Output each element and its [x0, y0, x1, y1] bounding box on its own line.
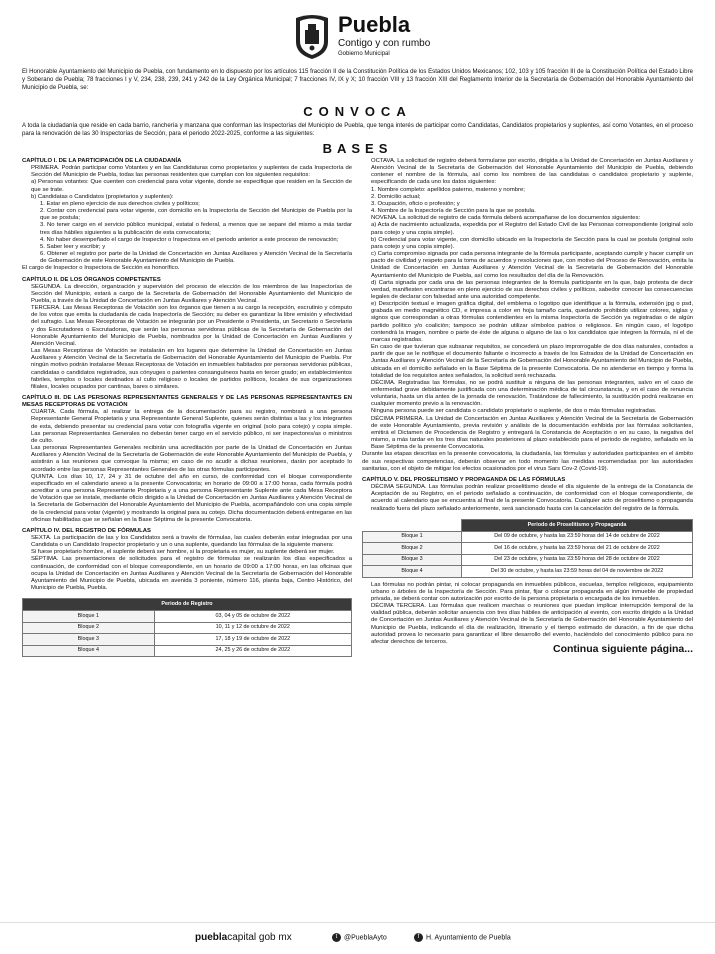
table-row: Bloque 3 Del 23 de octubre, y hasta las 23:59 horas del 28 de octubre de 2022	[363, 554, 693, 566]
base-segunda: SEGUNDA. La dirección, organización y supervisión del proceso de elección de los miembros de las Inspectorías de Sección del Municipio, estará a cargo de la Secretaría de Gobernación del Honorable Ayuntamiento del Municipio de Puebla, a través de la Unidad de Concertación en Juntas Auxiliares y Atención Vecinal.	[31, 283, 352, 304]
base-tercera: TERCERA. Las Mesas Receptoras de Votación son los órganos que tienen a su cargo la recepción, escrutinio y cómputo de los votos que emita la ciudadanía de cada Inspectoría de Sección; su deber es garantizar la libre emisión y efectividad del sufragio. Las Mesas Receptoras de Votación se integrarán por un Presidente o Presidenta, un Secretario o Secretaria y dos Escrutadores o Escrutadoras, que serán las personas servidoras públicas de la Secretaría de Gobernación del Honorable Ayuntamiento del Municipio de Puebla, nombrados por la Unidad de Concertación en Juntas Auxiliares y Atención Vecinal.	[31, 305, 352, 347]
document-d: d) Carta signada por cada una de las personas integrantes de la fórmula participante en la que, bajo protesta de decir verdad, manifiesten encontrarse en pleno ejercicio de sus derechos civiles y políticos, sabedor conocer las consecuencias legales de declarar con falsedad ante una autoridad competente.	[371, 279, 693, 300]
requirements-deadline: En caso de que tuvieran que subsanar requisitos, se concederá un plazo improrrogable de dos días naturales, contados a partir de que se le notifique el documento faltante o incorrecto a través de los Estrados de la Unidad de Concertación en Juntas Auxiliares y Atención Vecinal de la Secretaría de Gobernación del Honorable Ayuntamiento del Municipio de Puebla, ubicada en el domicilio señalado en la Base Séptima de la presente Convocatoria. De no atenderse en tiempo y forma la totalidad de los requisitos antes señalados, la solicitud será rechazada.	[371, 344, 693, 379]
table-row: Bloque 2 Del 16 de octubre, y hasta las 23:59 horas del 21 de octubre de 2022	[363, 543, 693, 555]
brand-tagline: Contigo y con rumbo	[338, 38, 431, 49]
requirement-b1: 1. Estar en pleno ejercicio de sus derechos civiles y políticos;	[40, 200, 200, 207]
data-item-2: 2. Domicilio actual;	[371, 193, 421, 200]
registration-period-table	[22, 598, 352, 657]
base-primera: PRIMERA. Podrán participar como Votantes y en las Candidaturas como propietarios y suplentes de cada Inspectoría de Sección del Municipio de Puebla, todas las personas residentes que cumplan con los siguientes requisitos:	[31, 165, 352, 179]
convoca-heading: CONVOCA	[303, 104, 412, 119]
base-decima-tercera: DÉCIMA TERCERA. Las fórmulas que realicen marchas o reuniones que puedan implicar interrupción temporal de la vialidad pública, deberán solicitar anuencia con tres días hábiles de anticipación al evento, con escrito dirigido a la Unidad de Concertación en Juntas Auxiliares y Atención Vecinal de la Secretaría de Gobernación del Honorable Ayuntamiento del Municipio de Puebla, indicando el día de realización, itinerario y el tiempo estimado de duración, a fin de que dicha autoridad provea lo necesario para garantizar el libre desarrollo del evento, haciéndolo del conocimiento público para no afectar derechos de terceros.	[371, 603, 693, 645]
base-decima-segunda: DÉCIMA SEGUNDA. Las fórmulas podrán realizar proselitismo desde el día siguiente de la entrega de la Constancia de Aceptación de su Registro, en el periodo señalado a continuación, de conformidad con el bloque correspondiente, de acuerdo al calendario que se encuentra al final de la presente Convocatoria. Cualquier acto de proselitismo o propaganda realizado fuera del plazo señalado anteriormente, será sancionado hasta con la cancelación del registro de la fórmula.	[371, 484, 693, 512]
brand	[338, 14, 430, 58]
table-row: Bloque 4 Del 30 de octubre, y hasta las 23:59 horas del 04 de noviembre de 2022	[363, 566, 693, 578]
base-sexta-cont: Si fuese propietario hombre, el suplente deberá ser hombre, si la propietaria es mujer, su suplente deberá ser mujer.	[31, 549, 335, 556]
table-row: Bloque 2 10, 11 y 12 de octubre de 2022	[23, 622, 352, 634]
base-decima-primera: DÉCIMA PRIMERA. La Unidad de Concertación en Juntas Auxiliares y Atención Vecinal de la Secretaría de Gobernación de este Honorable Ayuntamiento, previa revisión y análisis de la documentación exhibida por las fórmulas solicitantes, emitirá el Dictamen de Procedencia de Registro y entregará la Constancia de Aceptación o en su caso, la negativa del mismo, a más tardar en los tres días naturales posteriores al plazo establecido para el periodo de registro, señalado en la Base Séptima de la presente Convocatoria.	[371, 415, 693, 451]
document-b: b) Credencial para votar vigente, con domicilio ubicado en la Inspectoría de Sección para la cual se postula (original solo para cotejo y una copia simple).	[371, 236, 693, 250]
base-octava: OCTAVA. La solicitud de registro deberá formularse por escrito, dirigida a la Unidad de Concertación en Juntas Auxiliares y Atención Vecinal de la Secretaría de Gobernación del Honorable Ayuntamiento del Municipio de Puebla, debiendo contener el nombre de la fórmula, así como los nombres de las candidatas o candidatos propietario y suplente, especificando de cada uno los datos siguientes:	[371, 158, 693, 186]
website: pueblacapital gob mx	[195, 932, 292, 943]
bases-heading: BASES	[322, 141, 393, 156]
twitter-handle: t @PueblaAyto	[332, 933, 387, 942]
left-column	[22, 158, 352, 661]
propaganda-period-table	[362, 519, 693, 578]
document-c: c) Carta compromiso signada por cada persona integrante de la fórmula participante, aceptando cumplir y hacer cumplir un pacto de civilidad y respeto para la toma de acuerdos y resoluciones que, con motivo del Proceso de Renovación, emita la Unidad de Concertación en Juntas Auxiliares y Atención Vecinal de la Secretaría de Gobernación del Honorable Ayuntamiento del Municipio de Puebla, así como los resultados del día de la Renovación.	[371, 251, 693, 279]
requirement-b2: 2. Contar con credencial para votar vigente, con domicilio en la Inspectoría de Sección del Municipio de Puebla por la que se postula;	[40, 208, 352, 222]
brand-name: Puebla	[338, 12, 411, 37]
table-row: Bloque 1 Del 09 de octubre, y hasta las 23:59 horas del 14 de octubre de 2022	[363, 531, 693, 543]
requirement-b6: 6. Obtener el registro por parte de la Unidad de Concertación en Juntas Auxiliares y Atención Vecinal de la Secretaría de Gobernación de este Honorable Ayuntamiento del Municipio de Puebla.	[40, 251, 352, 265]
base-cuarta-cont: Las personas Representantes Generales recibirán una acreditación por parte de la Unidad de Concertación en Juntas Auxiliares y Atención Vecinal de la Secretaría de Gobernación de este Honorable Ayuntamiento del Municipio de Puebla, y asistirán a las reuniones que convoque la misma; en caso de no acudir a dichas reuniones, darán por aceptado lo acordado entre las personas Representantes Generales de las otras fórmulas participantes.	[31, 445, 352, 473]
base-cuarta: CUARTA. Cada fórmula, al realizar la entrega de la documentación para su registro, nombrará a una persona Representante General Propietaria y una Representante General Suplente, quienes serán distintas a las y los integrantes de esta, debiendo presentar su credencial para votar con fotografía vigente en original (solo para cotejo) y copia simple. Las personas Representantes Generales no deberán tener cargo en el servicio público, ni ser inspectores/as o ministros de culto.	[31, 409, 352, 444]
facebook-icon: f	[414, 933, 423, 942]
header	[0, 8, 715, 68]
footer	[0, 922, 715, 954]
right-column	[362, 158, 693, 656]
twitter-icon: t	[332, 933, 341, 942]
base-decima-cont: Ninguna persona puede ser candidata o candidato propietario o suplente, de dos o más fórmulas registradas.	[371, 408, 657, 415]
chapter-5-title: CAPÍTULO V. DEL PROSELITISMO Y PROPAGANDA DE LAS FÓRMULAS	[362, 476, 566, 483]
document-a: a) Acta de nacimiento actualizada, expedida por el Registro del Estado Civil de las Personas correspondiente (original solo para cotejo y una copia simple).	[371, 222, 693, 236]
chapter-2-title: CAPÍTULO II. DE LOS ÓRGANOS COMPETENTES	[22, 276, 161, 283]
propaganda-restrictions: Las fórmulas no podrán pintar, ni colocar propaganda en inmuebles públicos, escuelas, templos religiosos, equipamiento urbano o árboles de la Inspectoría de Sección. Para pintar, fijar o colocar propaganda en algún inmueble de propiedad privada, se deberá contar con autorización por escrito de la persona propietaria o encargada de los inmuebles.	[371, 581, 693, 602]
base-novena: NOVENA. La solicitud de registro de cada fórmula deberá acompañarse de los documentos siguientes:	[371, 215, 641, 222]
table-header: Periodo de Proselitismo y Propaganda	[462, 519, 693, 531]
base-septima: SÉPTIMA. Las presentaciones de solicitudes para el registro de fórmulas se realizarán los días especificados a continuación, de conformidad con el bloque correspondiente, en un horario de 09:00 a 17:00 horas, en las oficinas que ocupa la Unidad de Concertación en Juntas Auxiliares y Atención Vecinal de la Secretaría de Gobernación del Honorable Ayuntamiento del Municipio de Puebla, ubicada en avenida 3 poniente, número 116, planta baja, Centro Histórico, del Municipio de Puebla, Puebla.	[31, 556, 352, 592]
city-coat-of-arms-logo	[292, 12, 332, 60]
requirement-b5: 5. Saber leer y escribir; y	[40, 243, 106, 250]
data-item-4: 4. Nombre de la Inspectoría de Sección para la que se postula.	[371, 208, 536, 215]
table-row: Bloque 1 03, 04 y 05 de octubre de 2022	[23, 611, 352, 623]
base-tercera-cont: Las Mesas Receptoras de Votación se instalarán en los lugares que determine la Unidad de Concertación en Juntas Auxiliares y Atención Vecinal de la Secretaría de Gobernación del Honorable Ayuntamiento del Municipio de Puebla. Por ningún motivo podrán instalarse Mesas Receptoras de Votación en inmuebles habitados por personas servidoras públicas, candidatas o candidatos registrados, sus cónyuges o parientes consanguíneos hasta en tercer grado; en establecimientos fabriles, templos o locales destinados al culto religioso o locales de partidos políticos, locales de sus organizaciones filiales, locales ocupados por cantinas, bares o similares.	[31, 348, 352, 390]
health-measures-note: Durante las etapas descritas en la presente convocatoria, la ciudadanía, las fórmulas y autoridades participantes en el ámbito de sus respectivas competencias, deberán observar en todo momento las medidas recomendadas por las autoridades sanitarias, con el objeto de mitigar los efectos ocasionados por el virus Sars Cov-2 (Covid-19).	[362, 451, 693, 472]
facebook-page: f H. Ayuntamiento de Puebla	[414, 933, 511, 942]
brand-subtitle: Gobierno Municipal	[338, 51, 390, 57]
table-row: Bloque 4 24, 25 y 26 de octubre de 2022	[23, 645, 352, 657]
requirement-a: a) Personas votantes: Que cuenten con credencial para votar vigente, donde se especifique que residen en la Sección de que se trate.	[31, 179, 352, 193]
table-row: Bloque 3 17, 18 y 19 de octubre de 2022	[23, 634, 352, 646]
requirement-b4: 4. No haber desempeñado el cargo de Inspector o Inspectora en el periodo anterior a este proceso de renovación;	[40, 236, 339, 243]
data-item-1: 1. Nombre completo: apellidos paterno, materno y nombre;	[371, 186, 525, 193]
chapter-4-title: CAPÍTULO IV. DEL REGISTRO DE FÓRMULAS	[22, 527, 151, 534]
honorary-note: El cargo de Inspector o Inspectora de Sección es honorífico.	[22, 265, 180, 272]
intro-call-paragraph: A toda la ciudadanía que reside en cada barrio, ranchería y manzana que conforman las Inspectorías del Municipio de Puebla, que tenga interés de participar como Candidatas, Candidatos propietarios y suplentes, así como Votantes, en el proceso para la renovación de las 30 Inspectorías de Sección, para el periodo 2022-2025, conforme a las siguientes:	[22, 122, 693, 137]
chapter-3-title: CAPÍTULO III. DE LAS PERSONAS REPRESENTANTES GENERALES Y DE LAS PERSONAS REPRESENTANTES EN MESAS RECEPTORAS DE VOTACIÓN	[22, 395, 352, 409]
intro-paragraph: El Honorable Ayuntamiento del Municipio de Puebla, con fundamento en lo dispuesto por los artículos 115 fracción II de la Constitución Política de los Estados Unidos Mexicanos; 102, 103 y 105 fracción III de la Constitución Política del Estado Libre y Soberano de Puebla; 78 fracciones I y V, 234, 238, 239, 241 y 242 de la Ley Orgánica Municipal; 7 fracciones IV, IX y X; 10 fracción VIII y 13 fracción XIII del Reglamento Interior de la Secretaría de Gobernación del Honorable Ayuntamiento del Municipio de Puebla, se:	[22, 68, 693, 91]
data-item-3: 3. Ocupación, oficio o profesión; y	[371, 200, 460, 207]
chapter-1-title: CAPÍTULO I. DE LA PARTICIPACIÓN DE LA CIUDADANÍA	[22, 158, 182, 164]
base-decima: DÉCIMA. Registradas las fórmulas, no se podrá sustituir a ninguna de las personas integrantes, salvo en el caso de enfermedad grave debidamente justificada con una determinación médica de tal circunstancia, y en el caso de renuncia voluntaria, hasta un día antes de la jornada de renovación. Tratándose de fallecimiento, la sustitución podrá realizarse en cualquier momento previo a la renovación.	[371, 379, 693, 408]
continued-next-page: Continua siguiente página...	[552, 643, 693, 656]
table-header: Periodo de Registro	[23, 599, 352, 611]
base-quinta: QUINTA. Los días 10, 17, 24 y 31 de octubre del año en curso, de conformidad con el bloque correspondiente especificado en el calendario anexo a la presente Convocatoria; en horario de 09:00 a 17:00 horas, cada fórmula podrá acreditar a una persona Representante Propietaria y a una persona Representante Suplente ante cada Mesa Receptora de Votación que se instale, mediante oficio dirigido a la Unidad de Concertación en Juntas Auxiliares y Atención Vecinal de la Secretaría de Gobernación del Honorable Ayuntamiento del Municipio de Puebla, acompañándolo con una copia simple de la credencial para votar (vigente) y mostrando la original para su cotejo. Dicha documentación deberá entregarse en las oficinas habilitadas que se señalan en la Base Séptima de la presente Convocatoria.	[31, 473, 352, 523]
requirement-b: b) Candidatas o Candidatos (propietarios y suplentes):	[31, 193, 174, 200]
requirement-b3: 3. No tener cargo en el servicio público municipal, estatal o federal, a menos que se separe del mismo a más tardar tres días hábiles siguientes a la publicación de esta convocatoria;	[40, 222, 352, 236]
document-e: e) Descripción textual e imagen gráfica digital, del emblema o logotipo que identifique a la fórmula, extensión jpg o psd, grabada en medio magnético CD, e impresa a color en hoja tamaño carta, quedando prohibido utilizar colores, siglas y signos que correspondan a otras fórmulas contendientes en la misma Inspectoría de Sección ya registradas o de algún partido político y/o coalición; tampoco se podrán utilizar símbolos patrios o religiosos. En ningún caso, el logotipo contendrá la imagen, nombre o parte de éste de alguna o alguno de las o los candidatos que integren la fórmula, ni el de marcas registradas.	[371, 301, 693, 343]
base-sexta: SEXTA. La participación de las y los Candidatos será a través de fórmulas, las cuales deberán estar integradas por una Candidata o un Candidato Inspector propietario y un o una suplente, quedando las fórmulas de la siguiente manera:	[31, 534, 352, 549]
